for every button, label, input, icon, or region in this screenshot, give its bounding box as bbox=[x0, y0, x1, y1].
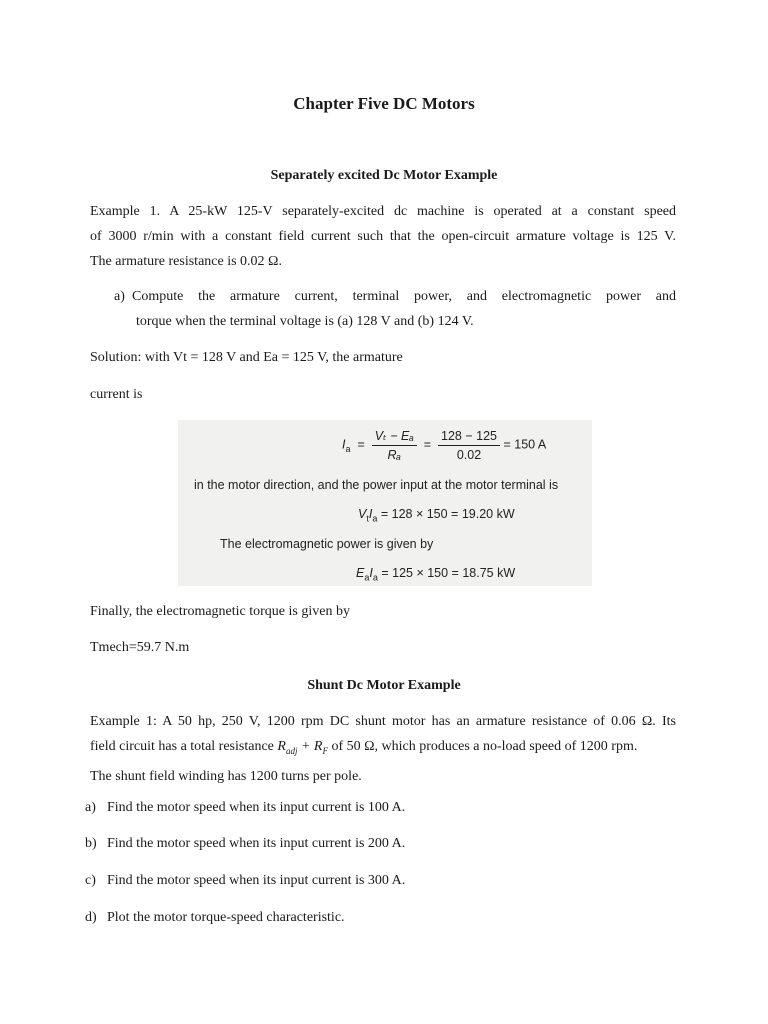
part-a-line-2: torque when the terminal voltage is (a) 128 V and (b) 124 V. bbox=[136, 314, 474, 329]
example-paragraph-1 bbox=[90, 199, 676, 274]
equation-armature-current: $I_a$ = $\frac{\text{Vₜ − Eₐ}}{\text{Rₐ}}$ = $\frac{128 - 125}{0.02}$ = 150 A bbox=[342, 428, 547, 462]
section-heading-separately-excited: Separately excited Dc Motor Example bbox=[270, 168, 498, 183]
equation-image bbox=[178, 420, 592, 586]
example-2-line-1: Example 1: A 50 hp, 250 V, 1200 rpm DC shunt motor has an armature resistance of 0.06 Ω. Its bbox=[90, 714, 676, 729]
example-2-line-3: The shunt field winding has 1200 turns per pole. bbox=[90, 768, 362, 784]
torque-value: Tmech=59.7 N.m bbox=[90, 640, 190, 655]
example-2-line-2: field circuit has a total resistance $R_{adj} + R_F$ of 50 Ω, which produces a no-load speed of 1200 rpm. bbox=[90, 739, 638, 756]
section-heading-shunt: Shunt Dc Motor Example bbox=[307, 678, 461, 693]
list-item-c: c) Find the motor speed when its input current is 300 A. bbox=[85, 873, 406, 888]
example-1-line-2: of 3000 r/min with a constant field current such that the open-circuit armature voltage is 125 V. bbox=[90, 229, 676, 244]
solution-line-1: Solution: with Vt = 128 V and Ea = 125 V, the armature bbox=[90, 350, 403, 365]
equation-text-electromagnetic: The electromagnetic power is given by bbox=[220, 537, 434, 551]
example-1-line-3: The armature resistance is 0.02 Ω. bbox=[90, 254, 282, 269]
torque-text: Finally, the electromagnetic torque is given by bbox=[90, 604, 350, 619]
equation-electromagnetic-power: $E_aI_a = 125 \times 150 = 18.75$ kW bbox=[356, 566, 516, 583]
part-a-line-1: Compute the armature current, terminal power, and electromagnetic power and bbox=[132, 289, 676, 304]
solution-line-2: current is bbox=[90, 387, 143, 402]
example-paragraph-2 bbox=[90, 709, 676, 789]
part-a-item bbox=[114, 284, 676, 334]
example-1-line-1: Example 1. A 25-kW 125-V separately-excited dc machine is operated at a constant speed bbox=[90, 204, 676, 219]
page-title: Chapter Five DC Motors bbox=[293, 94, 475, 113]
list-item-d: d) Plot the motor torque-speed characteristic. bbox=[85, 910, 345, 925]
list-item-b: b) Find the motor speed when its input current is 200 A. bbox=[85, 836, 406, 851]
part-a-marker: a) bbox=[114, 289, 125, 304]
equation-terminal-power: $V_tI_a = 128 \times 150 = 19.20$ kW bbox=[358, 507, 515, 524]
list-item-a: a) Find the motor speed when its input current is 100 A. bbox=[85, 800, 406, 815]
equation-text-motor-direction: in the motor direction, and the power input at the motor terminal is bbox=[194, 478, 559, 492]
